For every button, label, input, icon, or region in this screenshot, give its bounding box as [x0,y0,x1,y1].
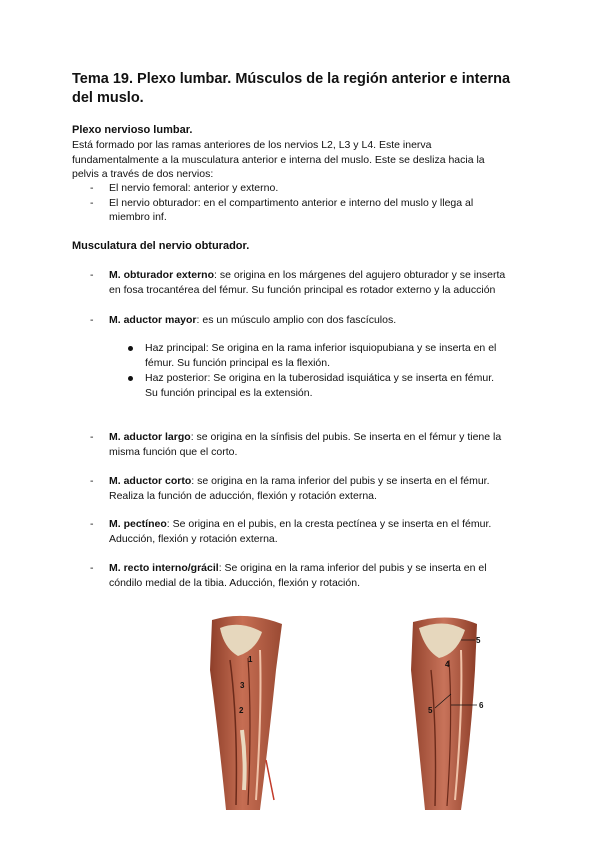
muscle-item [72,517,532,547]
figure-label: 5 [476,636,481,645]
muscle-desc: : se origina en la sínfisis del pubis. Se inserta en el fémur y tiene la [190,431,502,443]
nerve-item [72,181,532,196]
dash-marker: - [90,269,94,281]
muscle-item [72,268,532,298]
haz-text: Haz principal: Se origina en la rama inferior isquiopubiana y se inserta en el [145,342,497,354]
bullet-icon [128,376,133,381]
nerve-item [72,196,532,225]
nerve-text: miembro inf. [109,211,167,223]
plexo-heading: Plexo nervioso lumbar. [72,124,193,136]
figure-label: 4 [445,660,450,669]
dash-marker: - [90,182,94,194]
muscle-desc: en fosa trocantérea del fémur. Su función principal es rotador externo y la aducción [109,284,496,296]
muscle-item [72,561,532,591]
muscle-desc: : Se origina en la rama inferior del pubis y se inserta en el [218,562,487,574]
muscle-name: M. aductor mayor [109,314,197,326]
muscle-desc: Realiza la función de aducción, flexión y rotación externa. [109,490,377,502]
vessel-line [266,760,274,800]
page-title: Tema 19. Plexo lumbar. Músculos de la región anterior e interna del muslo. [72,71,511,106]
dash-marker: - [90,518,94,530]
muscle-name: M. obturador externo [109,269,215,281]
muscle-item [72,474,532,504]
muscle-item [72,430,532,460]
muscle-name: M. aductor largo [109,431,191,443]
muscle-name: M. recto interno/grácil [109,562,219,574]
plexo-intro [72,138,532,182]
muscle-desc: : Se origina en el pubis, en la cresta pectínea y se inserta en el fémur. [166,518,492,530]
haces-list [128,341,528,401]
intro-line: fundamentalmente a la musculatura anterior e interna del muslo. Este se desliza hacia la [72,153,485,166]
bullet-icon [128,346,133,351]
thigh-illustration-left [190,610,300,810]
nerve-text: El nervio femoral: anterior y externo. [109,182,279,194]
figure-label: 1 [248,655,253,664]
muscle-desc: : es un músculo amplio con dos fascículos. [196,314,397,326]
haz-text: fémur. Su función principal es la flexión. [145,357,331,369]
haz-text: Su función principal es la extensión. [145,387,313,399]
intro-line: pelvis a través de dos nervios: [72,168,214,180]
muscle-desc: misma función que el corto. [109,446,238,458]
dash-marker: - [90,475,94,487]
musculatura-heading: Musculatura del nervio obturador. [72,240,250,252]
figure-label: 2 [239,706,244,715]
muscle-desc: : se origina en los márgenes del agujero obturador y se inserta [214,269,506,281]
muscle-name: M. pectíneo [109,518,167,530]
dash-marker: - [90,562,94,574]
nerve-list [72,181,532,225]
dash-marker: - [90,431,94,443]
dash-marker: - [90,196,94,209]
dash-marker: - [90,314,94,326]
muscle-desc: : se origina en la rama inferior del pubis y se inserta en el fémur. [191,475,490,487]
muscle-item [72,313,532,328]
figure-label: 5 [428,706,433,715]
haz-text: Haz posterior: Se origina en la tuberosidad isquiática y se inserta en fémur. [145,372,495,384]
nerve-text: El nervio obturador: en el compartimento anterior e interno del muslo y llega al [109,196,474,209]
haz-item [128,341,528,371]
figure-label: 6 [479,701,484,710]
muscle-desc: Aducción, flexión y rotación externa. [109,533,278,545]
muscle-name: M. aductor corto [109,475,192,487]
figure-label: 3 [240,681,245,690]
thigh-illustration-right [395,610,515,810]
haz-item [128,371,528,401]
intro-line: Está formado por las ramas anteriores de los nervios L2, L3 y L4. Este inerva [72,139,432,151]
muscle-desc: cóndilo medial de la tibia. Aducción, flexión y rotación. [109,577,360,589]
